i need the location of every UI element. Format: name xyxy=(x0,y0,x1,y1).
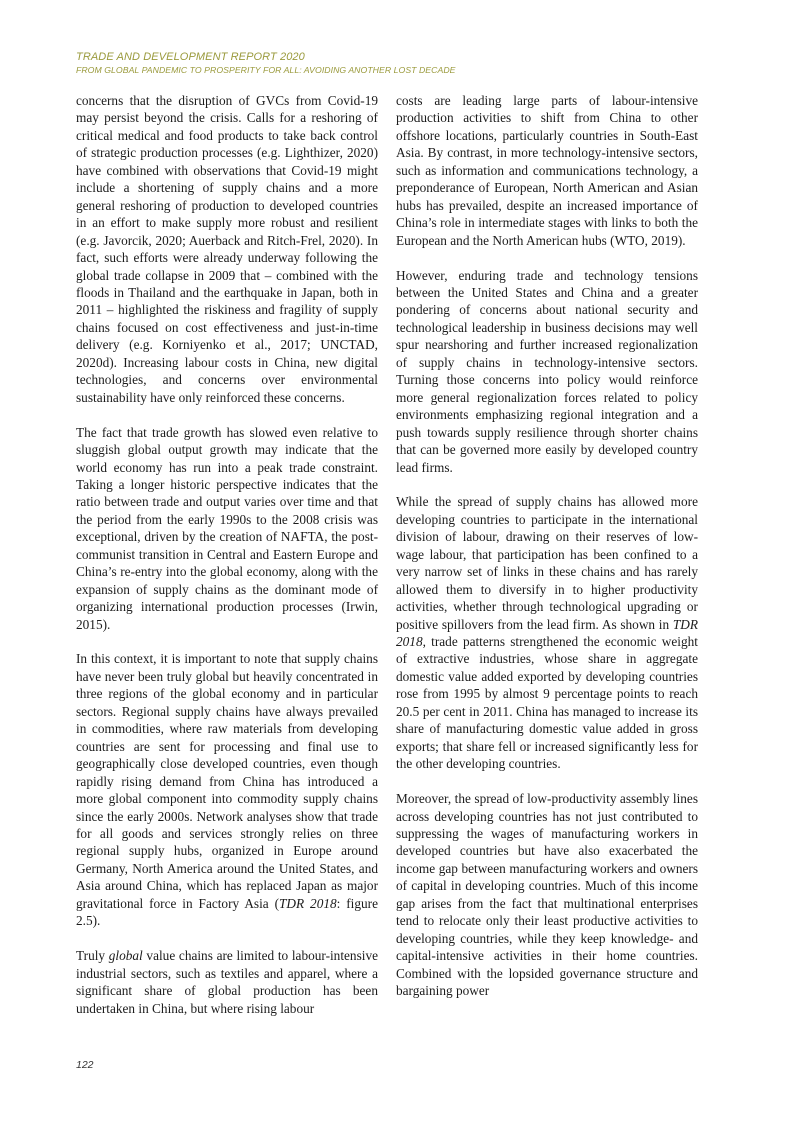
citation-italic: TDR 2018 xyxy=(396,616,698,650)
citation-italic: TDR 2018 xyxy=(279,895,337,911)
paragraph xyxy=(396,493,698,772)
paragraph-text: In this context, it is important to note that supply chains have never been truly global but heavily concentrated in three regions of the global economy and in particular sectors. Regional supply chains have always prevailed in commodities, where raw materials from developing countries are sent for processing and final use to geographically close developed countries, even though rapidly rising demand from China has introduced a more global component into commodity supply chains since the early 2000s. Network analyses show that trade for all goods and services strongly relies on three regional supply hubs, organized in Europe around Germany, North America around the United States, and Asia around China, which has replaced Japan as major gravitational force in Factory Asia ( xyxy=(76,651,378,911)
paragraph xyxy=(76,947,378,1017)
emphasis-italic: global xyxy=(108,948,143,964)
running-header xyxy=(76,51,716,77)
paragraph: However, enduring trade and technology tensions between the United States and China and a greater pondering of concerns about national security and technological leadership in business decisions may well spur nearshoring and further increased regionalization of supply chains in technology-intensive sectors. Turning those concerns into policy would reinforce more general regionalization forces related to policy environments emphasizing regional integration and a push towards supply resilience through shorter chains that can be governed more easily by developed country lead firms. xyxy=(396,267,698,475)
report-subtitle: FROM GLOBAL PANDEMIC TO PROSPERITY FOR ALL: AVOIDING ANOTHER LOST DECADE xyxy=(76,65,456,75)
paragraph: concerns that the disruption of GVCs from Covid-19 may persist beyond the crisis. Calls for a reshoring of critical medical and food products to take back control of strategic production processes (e.g. Lighthizer, 2020) have combined with observations that Covid-19 might include a shortening of supply chains and a more general reshoring of production to developed countries in an effort to make supply more robust and resilient (e.g. Javorcik, 2020; Auerback and Ritch-Frel, 2020). In fact, such efforts were already underway following the global trade collapse in 2009 that – combined with the floods in Thailand and the earthquake in Japan, both in 2011 – highlighted the riskiness and fragility of supply chains focused on cost effectiveness and just-in-time delivery (e.g. Korniyenko et al., 2017; UNCTAD, 2020d). Increasing labour costs in China, new digital technologies, and concerns over environmental sustainability have only reinforced these concerns. xyxy=(76,93,378,405)
paragraph-text: , trade patterns strengthened the economic weight of extractive industries, whose share in aggregate domestic value added exported by developing countries rose from 1995 by almost 9 percentage points to reach 20.5 per cent in 2011. China has managed to increase its share of manufacturing domestic value added in gross exports; that share fell or increased significantly less for the other developing countries. xyxy=(396,634,698,772)
paragraph: costs are leading large parts of labour-intensive production activities to shift from China to other offshore locations, particularly countries in South-East Asia. By contrast, in more technology-intensive sectors, such as information and communications technology, a preponderance of European, North American and Asian hubs has prevailed, despite an increased importance of China’s role in intermediate stages with links to both the European and the North American hubs (WTO, 2019). xyxy=(396,93,698,248)
left-column xyxy=(76,92,378,1017)
report-title: TRADE AND DEVELOPMENT REPORT 2020 xyxy=(76,51,305,63)
paragraph-text: While the spread of supply chains has allowed more developing countries to participate in the international division of labour, drawing on their reserves of low-wage labour, that participation has been confined to a very narrow set of links in these chains and has rarely allowed them to diversify in to higher productivity activities, whether through technological upgrading or positive spillovers from the lead firm. As shown in xyxy=(396,494,698,632)
right-column xyxy=(396,92,698,1000)
paragraph: The fact that trade growth has slowed even relative to sluggish global output growth may indicate that the world economy has run into a peak trade constraint. Taking a longer historic perspective indicates that the ratio between trade and output varies over time and that the period from the early 1990s to the 2008 crisis was exceptional, driven by the creation of NAFTA, the post-communist transition in Central and Eastern Europe and China’s re-entry into the global economy, along with the expansion of supply chains as the dominant mode of organizing international production processes (Irwin, 2015). xyxy=(76,424,378,632)
paragraph: Moreover, the spread of low-productivity assembly lines across developing countries has not just contributed to suppressing the wages of manufacturing workers in developed countries but have also exacerbated the income gap between manufacturing workers and owners of capital in developing countries. Much of this income gap arises from the fact that multinational enterprises tend to relocate only their least productive activities to developing countries, while they keep knowledge- and capital-intensive activities in their home countries. Combined with the lopsided governance structure and bargaining power xyxy=(396,791,698,999)
paragraph xyxy=(76,650,378,929)
paragraph-text: Truly xyxy=(76,948,109,964)
paragraph-text: value chains are limited to labour-intensive industrial sectors, such as textiles and apparel, where a significant share of global production has been undertaken in China, but where rising labour xyxy=(76,948,378,1016)
paragraph-text: : figure 2.5). xyxy=(76,895,378,929)
page-number: 122 xyxy=(76,1059,94,1071)
